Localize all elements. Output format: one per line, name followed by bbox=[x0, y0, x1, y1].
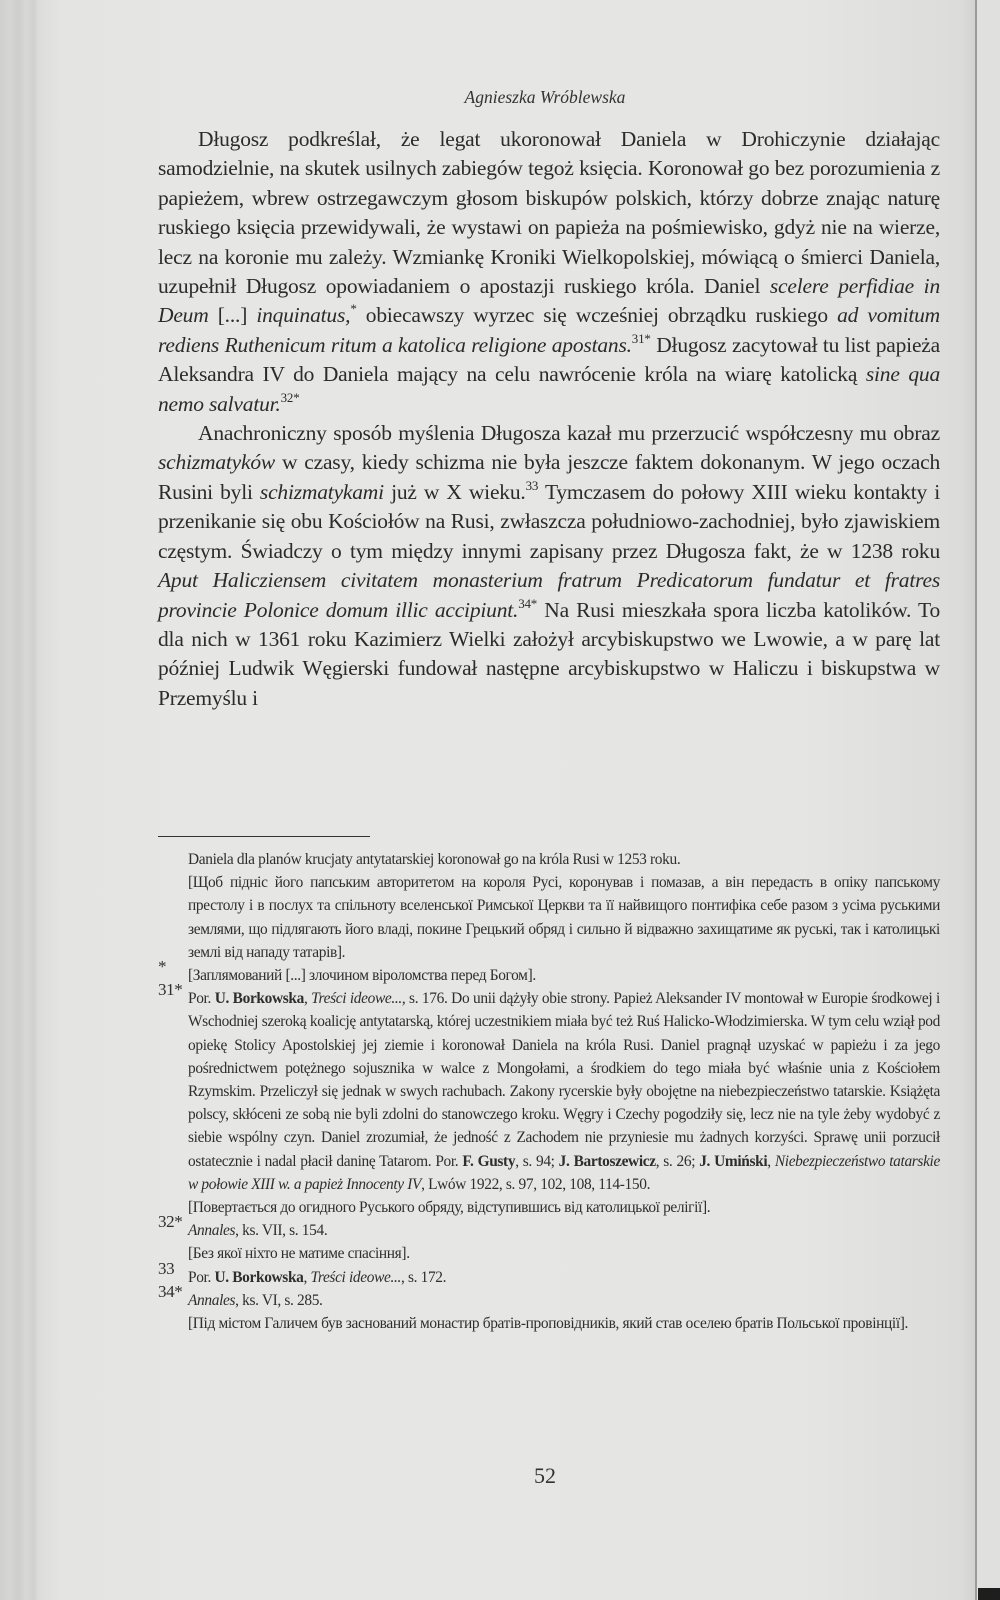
footnote: * [Заплямований [...] злочином віроломства перед Богом]. bbox=[158, 957, 536, 985]
italic-text: Niebezpieczeństwo tatarskie w połowie XIII w. a papież Innocenty IV bbox=[188, 1152, 940, 1193]
footnote-mark: 33 bbox=[158, 1258, 175, 1278]
running-head-author: Agnieszka Wróblewska bbox=[464, 87, 626, 107]
footnote-reference: 31* bbox=[631, 330, 651, 346]
paragraph: Długosz podkreślał, że legat ukoronował Daniela w Drohiczynie działając samodzielnie, na skutek usilnych zabiegów tegoż księcia. Koronował go bez porozumienia z papieżem, wbrew ostrzegawczym głosom biskupów polskich, którzy dobrze znając naturę ruskiego księcia przewidywali, że wystawi on papieża na pośmiewisko, gdyż nie na wierze, lecz na koronie mu zależy. Wzmiankę Kroniki Wielkopolskiej, mówiącą o śmierci Daniela, uzupełnił Długosz opowiadaniem o apostazji ruskiego króla. Daniel scelere perfidiae in Deum [...] inquinatus,* obiecawszy wyrzec się wcześniej obrządku ruskiego ad vomitum rediens Ruthenicum ritum a katolica religione apostans.$^{31*}$ Długosz zacytował tu list papieża Aleksandra IV do Daniela mający na celu nawrócenie króla na wiarę katolicką sine qua nemo salvatur.$^{32*}$ bbox=[158, 127, 940, 416]
footnote-mark: 31* bbox=[158, 980, 183, 1000]
footnote-continuation: Daniela dla planów krucjaty antytatarskiej koronował go na króla Rusi w 1253 roku. bbox=[188, 851, 681, 868]
author-name: F. Gusty bbox=[462, 1152, 516, 1170]
italic-text: Treści ideowe... bbox=[311, 990, 402, 1008]
main-text bbox=[158, 125, 940, 713]
italic-text: Annales bbox=[188, 1222, 236, 1240]
footnote-translation: [Під містом Галичем був заснований монастир братів-проповідників, який став оселею братів Польської провінції]. bbox=[188, 1315, 909, 1333]
italic-text: Annales bbox=[188, 1291, 236, 1309]
paragraph: Anachroniczny sposób myślenia Długosza kazał mu przerzucić współczesny mu obraz schizmatyków w czasy, kiedy schizma nie była jeszcze faktem dokonanym. W jego oczach Rusini byli schizmatykami już w X wieku.$^{33}$ Tymczasem do połowy XIII wieku kontakty i przenikanie się obu Kościołów na Rusi, zwłaszcza południowo-zachodniej, było zjawiskiem częstym. Świadczy o tym między innymi zapisany przez Długosza fakt, że w 1238 roku Aput Halicziensem civitatem monasterium fratrum Predicatorum fundatur et fratres provincie Polonice domum illic accipiunt.$^{34*}$ Na Rusi mieszkała spora liczba katolików. To dla nich w 1361 roku Kazimierz Wielki założył arcybiskupstwo we Lwowie, a w parę lat później Ludwik Węgierski fundował następne arcybiskupstwo w Haliczu i biskupstwa w Przemyślu i bbox=[158, 421, 941, 710]
footnote-reference: * bbox=[350, 301, 357, 317]
footnote-mark: 34* bbox=[158, 1281, 183, 1301]
italic-text: ad vomitum rediens Ruthenicum ritum a katolica religione apostans. bbox=[158, 303, 940, 357]
footnote: 31* Por. U. Borkowska, Treści ideowe..., s. 176. Do unii dążyły obie strony. Papież Aleksander IV montował w Europie środkowej i Wschodniej szeroką koalicję antytatarską, której uczestnikiem miała być też Ruś Halicko-Włodzimierska. W tym celu wziął pod opiekę Stolicy Apostolskiej jej ziemie i koronował Daniela na króla Rusi. Daniel pragnął uzyskać w papieżu i za jego pośrednictwem potężnego sojusznika w walce z Mongołami, a środkiem do tego miała być właśnie unia z Kościołem Rzymskim. Przeliczył się jednak w swych rachubach. Zakony rycerskie były obojętne na niebezpieczeństwo tatarskie. Książęta polscy, skłóceni ze sobą nie byli zdolni do stanowczego kroku. Węgry i Czechy pogodziły się, lecz nie na tyle żeby wydobyć z siebie wspólny czyn. Daniel zrozumiał, że jedność z Zachodem nie przyniesie mu żadnych korzyści. Sprawę unii porzucił ostatecznie i nadal płacił daninę Tatarom. Por. F. Gusty, s. 94; J. Bartoszewicz, s. 26; J. Umiński, Niebezpieczeństwo tatarskie w połowie XIII w. a papież Innocenty IV, Lwów 1922, s. 97, 102, 108, 114-150. bbox=[158, 980, 940, 1193]
italic-text: schizmatykami bbox=[259, 479, 384, 504]
italic-text: scelere perfidiae in Deum bbox=[158, 274, 940, 328]
footnote-continuation-translation: [Щоб підніс його папським авторитетом на короля Русі, коронував і помазав, а він передасть в опіку папському престолу і в послух та спільноту вселенської Римської Церкви та її найвищого понтифіка себе разом з усіма руськими землями, що підлягають його владі, покине Грецький обряд і сильно й відважно захищатиме як руські, так і католицькі землі від нападу татарів]. bbox=[188, 874, 940, 961]
italic-text: inquinatus, bbox=[256, 303, 351, 328]
italic-text: Aput Halicziensem civitatem monasterium fratrum Predicatorum fundatur et fratres provincie Polonice domum illic accipiunt. bbox=[158, 568, 940, 622]
footnote-separator bbox=[158, 836, 370, 837]
footnote: 33 Por. U. Borkowska, Treści ideowe..., s. 172. bbox=[158, 1258, 447, 1286]
author-name: J. Bartoszewicz bbox=[558, 1152, 656, 1170]
footnote-list bbox=[158, 957, 940, 1335]
footnotes bbox=[158, 848, 940, 1335]
adjacent-page-edge bbox=[977, 0, 1000, 1600]
footnote-reference: 33 bbox=[525, 477, 539, 493]
author-name: U. Borkowska bbox=[214, 1268, 304, 1286]
footnote-reference: 32* bbox=[280, 389, 300, 405]
footnote: 32* Annales, ks. VII, s. 154. bbox=[158, 1212, 328, 1240]
footnote-translation: [Повертається до огидного Руського обряду, відступившись від католицької релігії]. bbox=[188, 1199, 711, 1217]
footnote-mark: 32* bbox=[158, 1212, 183, 1232]
author-name: J. Umiński bbox=[699, 1152, 768, 1170]
footnote: 34* Annales, ks. VI, s. 285. bbox=[158, 1281, 323, 1309]
italic-text: schizmatyków bbox=[158, 450, 276, 475]
footnote-reference: 34* bbox=[518, 595, 538, 611]
page-number: 52 bbox=[534, 1463, 556, 1488]
footnote-translation: [Без якої ніхто не матиме спасіння]. bbox=[188, 1245, 410, 1263]
italic-text: Treści ideowe... bbox=[310, 1268, 401, 1286]
footnote-mark: * bbox=[158, 957, 167, 977]
scan-corner-shadow bbox=[978, 1588, 1000, 1600]
italic-text: sine qua nemo salvatur. bbox=[158, 362, 940, 416]
author-name: U. Borkowska bbox=[214, 990, 304, 1008]
